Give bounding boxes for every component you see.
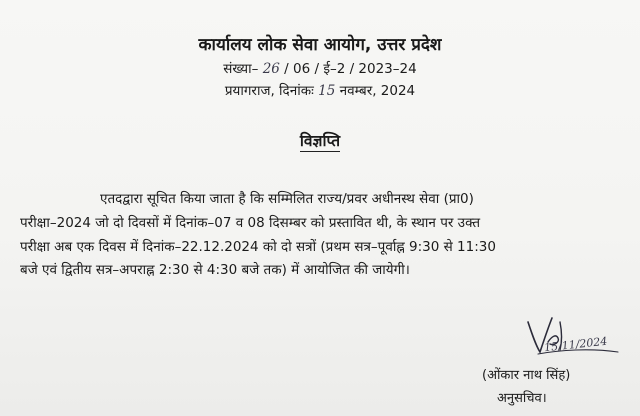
handwritten-signature xyxy=(490,312,630,362)
body-line-text: परीक्षा–2024 जो दो दिवसों में दिनांक–07 व 08 दिसम्बर को प्रस्तावित थी, के स्थान पर उक्त xyxy=(20,214,481,231)
officer-designation: अनुसचिव। xyxy=(497,391,547,406)
date-handwritten-day: 15 xyxy=(318,83,336,99)
body-line-text: एतदद्वारा सूचित किया जाता है कि सम्मिलित राज्य/प्रवर अधीनस्थ सेवा (प्रा0) xyxy=(100,191,474,207)
reference-handwritten-number: 26 xyxy=(262,61,280,77)
reference-prefix: संख्या– xyxy=(223,61,259,77)
date-suffix: नवम्बर, 2024 xyxy=(339,83,416,99)
date-prefix: प्रयागराज, दिनांकः xyxy=(224,83,314,99)
notice-title xyxy=(0,129,640,151)
body-line-text: बजे एवं द्वितीय सत्र–अपराह्न 2:30 से 4:30 बजे तक) में आयोजित की जायेगी। xyxy=(20,262,410,279)
office-name: कार्यालय लोक सेवा आयोग, उत्तर प्रदेश xyxy=(198,35,442,55)
notice-title-text: विज्ञप्ति xyxy=(299,132,341,150)
signature-block xyxy=(490,312,630,362)
reference-suffix: / 06 / ई–2 / 2023–24 xyxy=(284,61,417,77)
body-line xyxy=(20,212,628,236)
letterhead xyxy=(0,34,640,102)
body-line xyxy=(20,236,628,260)
reference-number xyxy=(0,58,640,80)
body-line xyxy=(20,259,628,283)
issue-date xyxy=(0,80,640,102)
body-line-text: परीक्षा अब एक दिवस में दिनांक–22.12.2024 को दो सत्रों (प्रथम सत्र–पूर्वाह्न 9:30 से 11:30 xyxy=(20,238,496,255)
body-line xyxy=(20,188,628,212)
signature-date: 15/11/2024 xyxy=(543,334,608,355)
notice-body xyxy=(20,188,628,283)
officer-name: (ओंकार नाथ सिंह) xyxy=(482,368,571,383)
